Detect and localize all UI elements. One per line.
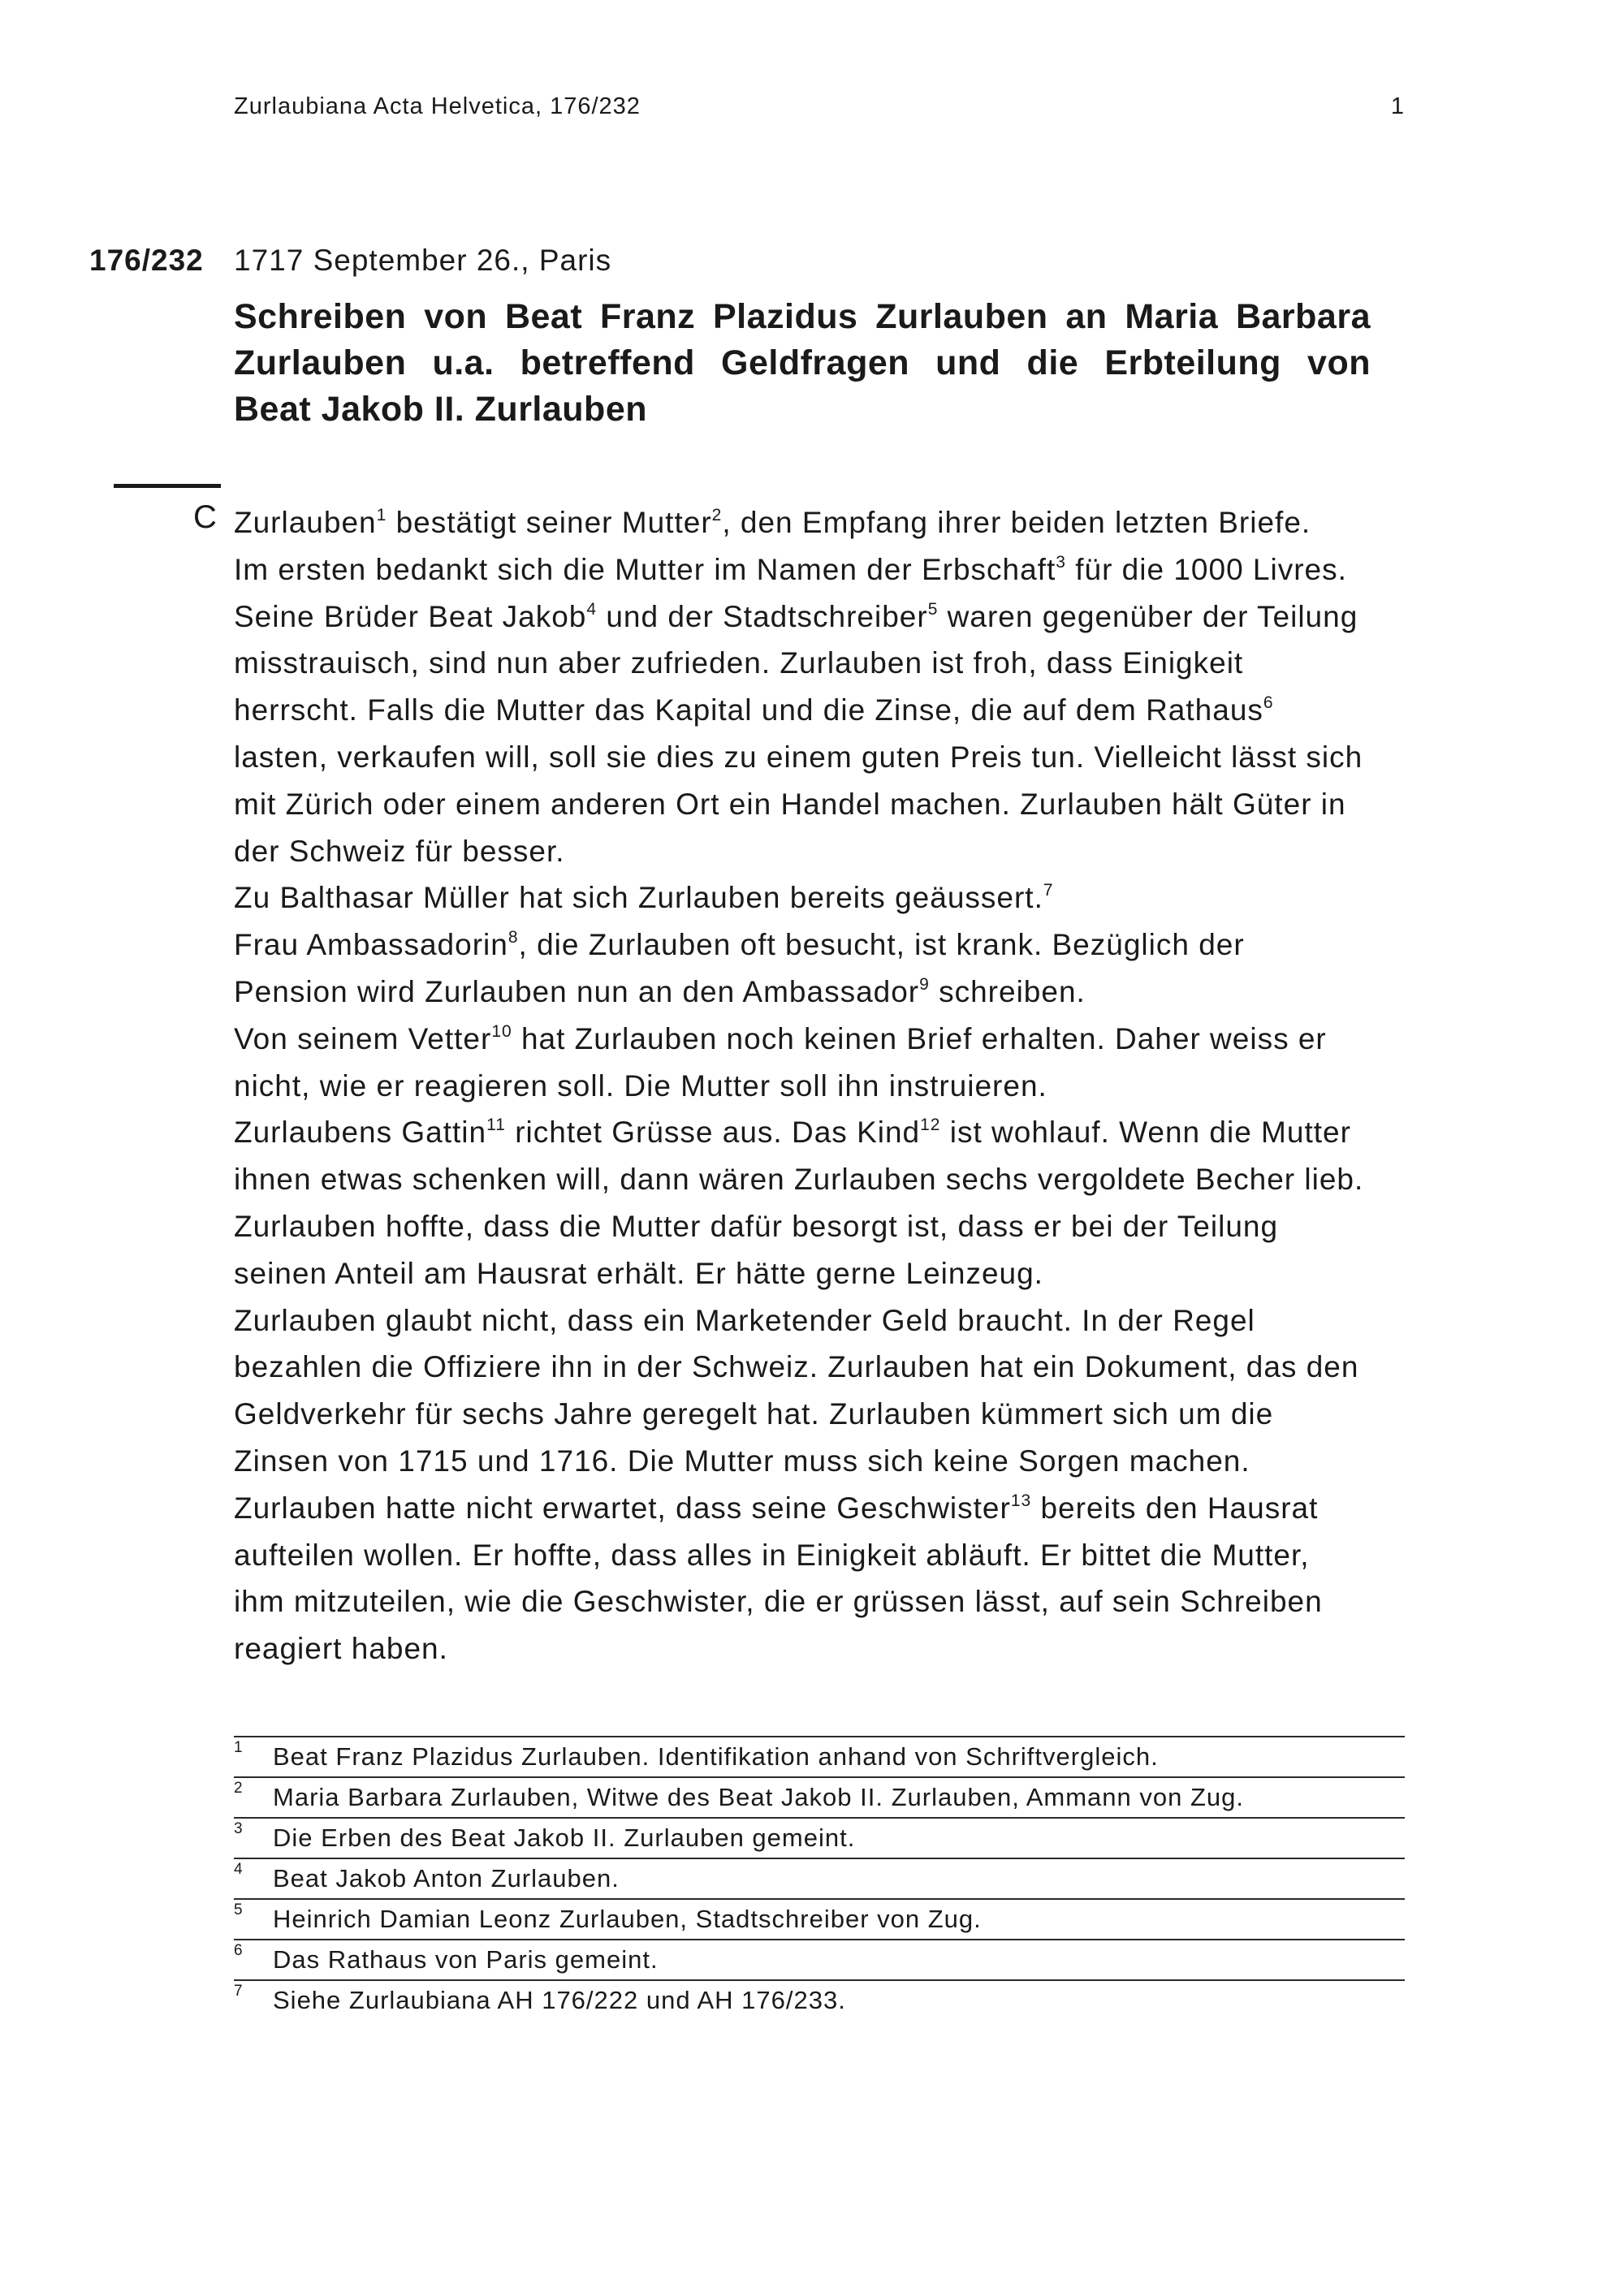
regest-text: misstrauisch, sind nun aber zufrieden. Zurlauben ist froh, dass Einigkeit bbox=[234, 646, 1244, 680]
footnote-marker: 11 bbox=[486, 1116, 506, 1135]
regest-text: Von seinem Vetter bbox=[234, 1021, 492, 1055]
footnote-number: 5 bbox=[234, 1901, 244, 1918]
footnote-marker: 7 bbox=[1043, 881, 1054, 900]
regest-line bbox=[234, 1532, 1405, 1579]
regest-line bbox=[234, 499, 1405, 546]
footnote-item bbox=[234, 1776, 1405, 1817]
regest-line bbox=[234, 1297, 1405, 1344]
regest-text: Geldverkehr für sechs Jahre geregelt hat. Zurlauben kümmert sich um die bbox=[234, 1397, 1274, 1431]
footnote-text: Beat Jakob Anton Zurlauben. bbox=[273, 1864, 620, 1892]
regest-text: ist wohlauf. Wenn die Mutter bbox=[940, 1116, 1351, 1150]
regest-text: Pension wird Zurlauben nun an den Ambassador bbox=[234, 974, 920, 1008]
regest-text: und der Stadtschreiber bbox=[597, 599, 928, 633]
regest-text: , die Zurlauben oft besucht, ist krank. Bezüglich der bbox=[518, 928, 1245, 962]
footnote-marker: 1 bbox=[376, 506, 387, 524]
regest-text: hat Zurlauben noch keinen Brief erhalten. Daher weiss er bbox=[512, 1021, 1327, 1055]
regest-line bbox=[234, 1438, 1405, 1485]
regest-text: der Schweiz für besser. bbox=[234, 834, 565, 868]
regest-line bbox=[234, 1156, 1405, 1203]
regest-text: Frau Ambassadorin bbox=[234, 928, 508, 962]
regest-text: Zurlauben hatte nicht erwartet, dass seine Geschwister bbox=[234, 1491, 1011, 1525]
footnote-marker: 5 bbox=[927, 599, 939, 619]
regest-text: ihm mitzuteilen, wie die Geschwister, die er grüssen lässt, auf sein Schreiben bbox=[234, 1585, 1323, 1619]
footnote-marker: 4 bbox=[586, 599, 598, 619]
regest-text: bezahlen die Offiziere ihn in der Schweiz. Zurlauben hat ein Dokument, das den bbox=[234, 1350, 1359, 1384]
regest-text: ihnen etwas schenken will, dann wären Zurlauben sechs vergoldete Becher lieb. bbox=[234, 1163, 1364, 1197]
dateline: 1717 September 26., Paris bbox=[234, 244, 612, 277]
regest-line bbox=[234, 593, 1405, 641]
regest-line bbox=[234, 1485, 1405, 1532]
regest-line bbox=[234, 546, 1405, 593]
regest-text: mit Zürich oder einem anderen Ort ein Handel machen. Zurlauben hält Güter in bbox=[234, 787, 1346, 821]
regest-text: Zurlaubens Gattin bbox=[234, 1116, 487, 1150]
footnote-number: 4 bbox=[234, 1861, 244, 1878]
title-line: Schreiben von Beat Franz Plazidus Zurlauben an Maria Barbara bbox=[234, 297, 1371, 336]
regest-line bbox=[234, 687, 1405, 734]
running-title: Zurlaubiana Acta Helvetica, 176/232 bbox=[234, 93, 641, 119]
regest-text: richtet Grüsse aus. Das Kind bbox=[505, 1116, 921, 1150]
regest-text: bestätigt seiner Mutter bbox=[387, 506, 712, 539]
footnote-text: Beat Franz Plazidus Zurlauben. Identifikation anhand von Schriftvergleich. bbox=[273, 1742, 1159, 1771]
footnote-marker: 9 bbox=[919, 974, 930, 994]
regest-text: reagiert haben. bbox=[234, 1632, 448, 1666]
footnote-marker: 6 bbox=[1263, 693, 1274, 713]
regest-line bbox=[234, 1578, 1405, 1625]
footnotes bbox=[234, 1736, 1405, 2020]
regest-line bbox=[234, 969, 1405, 1016]
margin-rule bbox=[114, 484, 221, 488]
regest-line bbox=[234, 1109, 1405, 1156]
regest-text: Zurlauben hoffte, dass die Mutter dafür besorgt ist, dass er bei der Teilung bbox=[234, 1209, 1279, 1243]
regest-line bbox=[234, 1016, 1405, 1063]
document-number: 176/232 bbox=[89, 244, 204, 277]
regest-text: Im ersten bedankt sich die Mutter im Namen der Erbschaft bbox=[234, 552, 1056, 586]
title-line: Zurlauben u.a. betreffend Geldfragen und die Erbteilung von bbox=[234, 343, 1371, 382]
footnote-number: 3 bbox=[234, 1820, 244, 1837]
regest-text: Zu Balthasar Müller hat sich Zurlauben bereits geäussert. bbox=[234, 881, 1043, 915]
footnote-item bbox=[234, 1898, 1405, 1939]
regest-line bbox=[234, 1203, 1405, 1250]
regest-text: Zurlauben glaubt nicht, dass ein Marketender Geld braucht. In der Regel bbox=[234, 1303, 1255, 1337]
regest-line bbox=[234, 1063, 1405, 1110]
regest-text: Seine Brüder Beat Jakob bbox=[234, 599, 587, 633]
regest-text: für die 1000 Livres. bbox=[1065, 552, 1347, 586]
footnote-text: Das Rathaus von Paris gemeint. bbox=[273, 1945, 659, 1974]
regest-text: herrscht. Falls die Mutter das Kapital und die Zinse, die auf dem Rathaus bbox=[234, 693, 1263, 727]
regest-line bbox=[234, 1344, 1405, 1391]
footnote-number: 2 bbox=[234, 1780, 244, 1797]
running-header bbox=[234, 93, 1405, 126]
regest-line bbox=[234, 1250, 1405, 1297]
regest-text: lasten, verkaufen will, soll sie dies zu einem guten Preis tun. Vielleicht lässt sich bbox=[234, 740, 1363, 774]
footnote-text: Heinrich Damian Leonz Zurlauben, Stadtschreiber von Zug. bbox=[273, 1905, 982, 1933]
footnote-text: Maria Barbara Zurlauben, Witwe des Beat Jakob II. Zurlauben, Ammann von Zug. bbox=[273, 1783, 1244, 1811]
regest-line bbox=[234, 640, 1405, 687]
footnote-marker: 10 bbox=[491, 1021, 512, 1041]
regest-text: seinen Anteil am Hausrat erhält. Er hätte gerne Leinzeug. bbox=[234, 1256, 1043, 1290]
footnote-item bbox=[234, 1858, 1405, 1898]
margin-mark: C bbox=[193, 499, 217, 535]
regest-line bbox=[234, 828, 1405, 875]
page-number: 1 bbox=[1390, 93, 1405, 119]
regest-text: bereits den Hausrat bbox=[1031, 1491, 1319, 1525]
footnote-marker: 3 bbox=[1056, 552, 1066, 572]
footnote-marker: 2 bbox=[711, 506, 723, 524]
document-title bbox=[234, 294, 1371, 433]
footnote-number: 7 bbox=[234, 1983, 244, 2000]
footnote-item bbox=[234, 1939, 1405, 1979]
title-line: Beat Jakob II. Zurlauben bbox=[234, 390, 647, 429]
regest-text: waren gegenüber der Teilung bbox=[938, 599, 1358, 633]
regest-text: , den Empfang ihrer beiden letzten Briefe. bbox=[722, 506, 1311, 539]
footnote-marker: 8 bbox=[508, 928, 519, 947]
footnote-text: Siehe Zurlaubiana AH 176/222 und AH 176/233. bbox=[273, 1986, 846, 2014]
regest-line bbox=[234, 921, 1405, 969]
regest-text: schreiben. bbox=[929, 974, 1086, 1008]
regest-text: nicht, wie er reagieren soll. Die Mutter soll ihn instruieren. bbox=[234, 1068, 1047, 1103]
regest-text: Zurlauben bbox=[234, 506, 377, 539]
regest-body bbox=[234, 499, 1405, 1672]
footnote-marker: 12 bbox=[920, 1116, 941, 1135]
regest-line bbox=[234, 1625, 1405, 1672]
regest-text: aufteilen wollen. Er hoffte, dass alles in Einigkeit abläuft. Er bittet die Mutter, bbox=[234, 1538, 1310, 1572]
footnote-item bbox=[234, 1736, 1405, 1776]
footnote-item bbox=[234, 1817, 1405, 1858]
footnote-number: 1 bbox=[234, 1739, 244, 1756]
footnote-marker: 13 bbox=[1010, 1491, 1032, 1510]
regest-line bbox=[234, 781, 1405, 828]
footnote-number: 6 bbox=[234, 1942, 244, 1959]
regest-line bbox=[234, 874, 1405, 921]
regest-text: Zinsen von 1715 und 1716. Die Mutter muss sich keine Sorgen machen. bbox=[234, 1444, 1250, 1478]
footnote-item bbox=[234, 1979, 1405, 2020]
footnote-text: Die Erben des Beat Jakob II. Zurlauben gemeint. bbox=[273, 1823, 856, 1852]
regest-line bbox=[234, 1391, 1405, 1438]
regest-line bbox=[234, 734, 1405, 781]
